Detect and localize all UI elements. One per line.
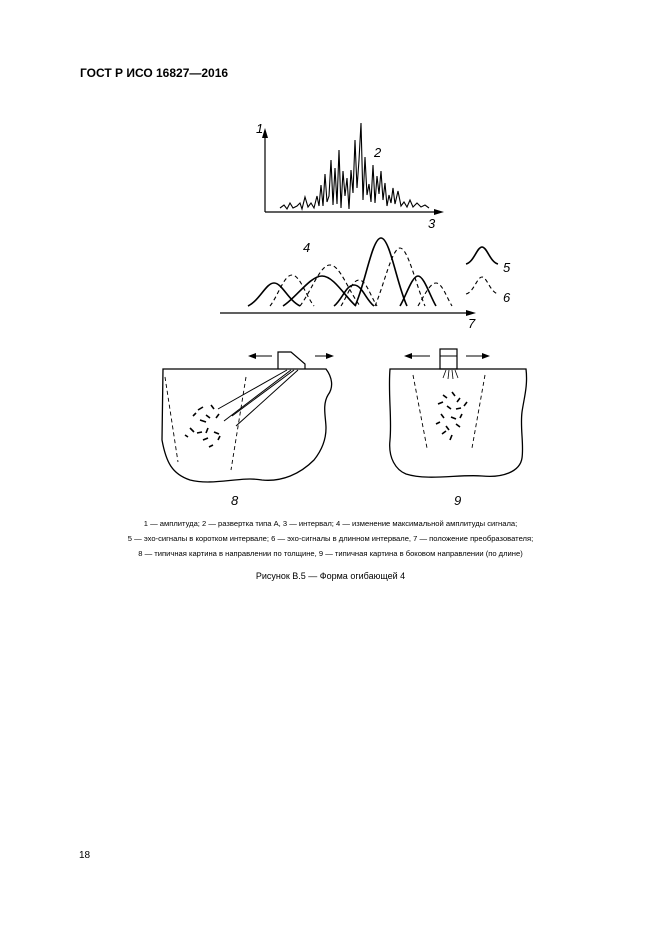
- long-interval-echoes: [270, 248, 452, 306]
- legend-line-1: 1 — амплитуда; 2 — развертка типа А, 3 — интервал; 4 — изменение максимальной амплитуды сигнала;: [143, 519, 518, 528]
- normal-probe: [440, 349, 457, 369]
- figure-caption: Рисунок В.5 — Форма огибающей 4: [255, 571, 406, 581]
- short-interval-echoes: [248, 238, 436, 306]
- label-3: 3: [428, 216, 436, 231]
- label-5: 5: [503, 260, 511, 275]
- label-9: 9: [454, 493, 462, 508]
- label-4: 4: [303, 240, 311, 255]
- standard-header: ГОСТ Р ИСО 16827—2016: [80, 66, 229, 80]
- legend-solid-curve: [466, 247, 498, 264]
- label-1: 1: [256, 121, 264, 136]
- legend-dashed-curve: [466, 277, 498, 294]
- a-scan-plot: [262, 123, 444, 215]
- angle-probe: [278, 352, 305, 369]
- beam-arrows: [218, 370, 298, 426]
- beam-rays: [443, 370, 458, 379]
- a-scan-trace: [280, 123, 429, 209]
- label-6: 6: [503, 290, 511, 305]
- figure-legend: [60, 516, 601, 561]
- indications-9: [436, 392, 467, 440]
- label-7: 7: [468, 316, 476, 331]
- legend-line-3: 8 — типичная картина в направлении по толщине, 9 — типичная картина в боковом направлении (по длине): [138, 549, 523, 558]
- label-2: 2: [374, 145, 382, 160]
- specimen-thickness-direction: [162, 352, 334, 482]
- indications-8: [185, 405, 220, 447]
- page-number: 18: [79, 850, 91, 861]
- label-8: 8: [231, 493, 239, 508]
- envelope-plot: [220, 238, 498, 316]
- legend-line-2: 5 — эхо-сигналы в коротком интервале; 6 — эхо-сигналы в длинном интервале, 7 — положение преобразователя;: [127, 534, 534, 543]
- specimen-lateral-direction: [389, 349, 526, 477]
